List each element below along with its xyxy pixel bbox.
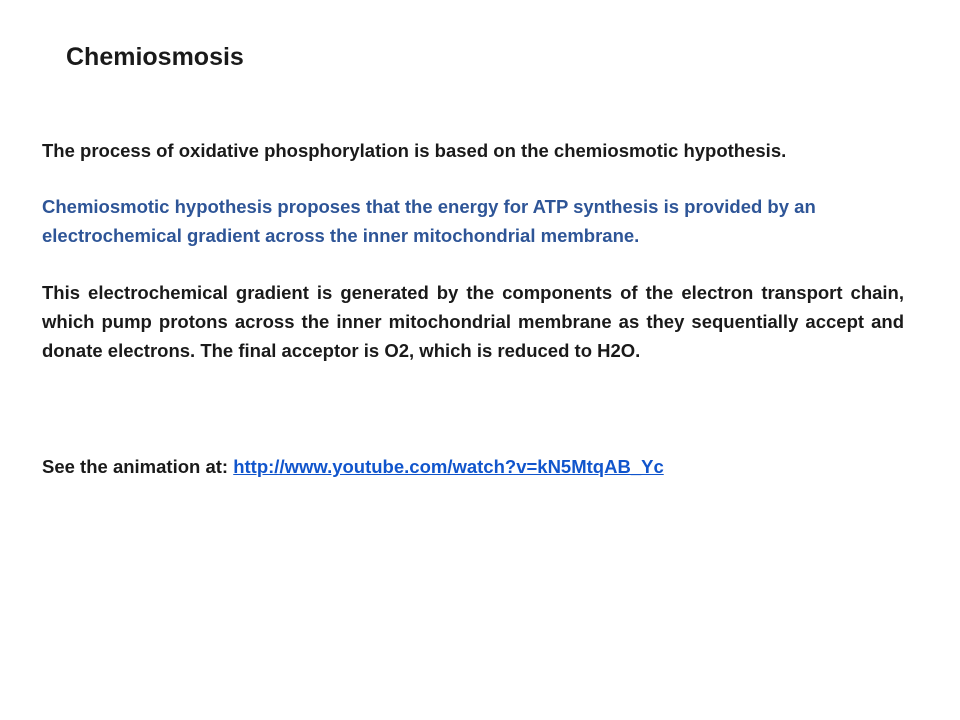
intro-paragraph: The process of oxidative phosphorylation is based on the chemiosmotic hypothesis.: [42, 140, 787, 161]
gradient-paragraph: This electrochemical gradient is generated by the components of the electron transport chain, which pump protons across the inner mitochondrial membrane as they sequentially accept and donate electrons. The final acceptor is O2, which is reduced to H2O.: [42, 282, 904, 361]
animation-link[interactable]: http://www.youtube.com/watch?v=kN5MtqAB_Yc: [233, 456, 664, 477]
slide-title: Chemiosmosis: [66, 43, 244, 71]
hypothesis-paragraph: Chemiosmotic hypothesis proposes that the energy for ATP synthesis is provided by an electrochemical gradient across the inner mitochondrial membrane.: [42, 196, 816, 246]
animation-label: See the animation at:: [42, 456, 234, 477]
animation-line: [42, 452, 904, 481]
